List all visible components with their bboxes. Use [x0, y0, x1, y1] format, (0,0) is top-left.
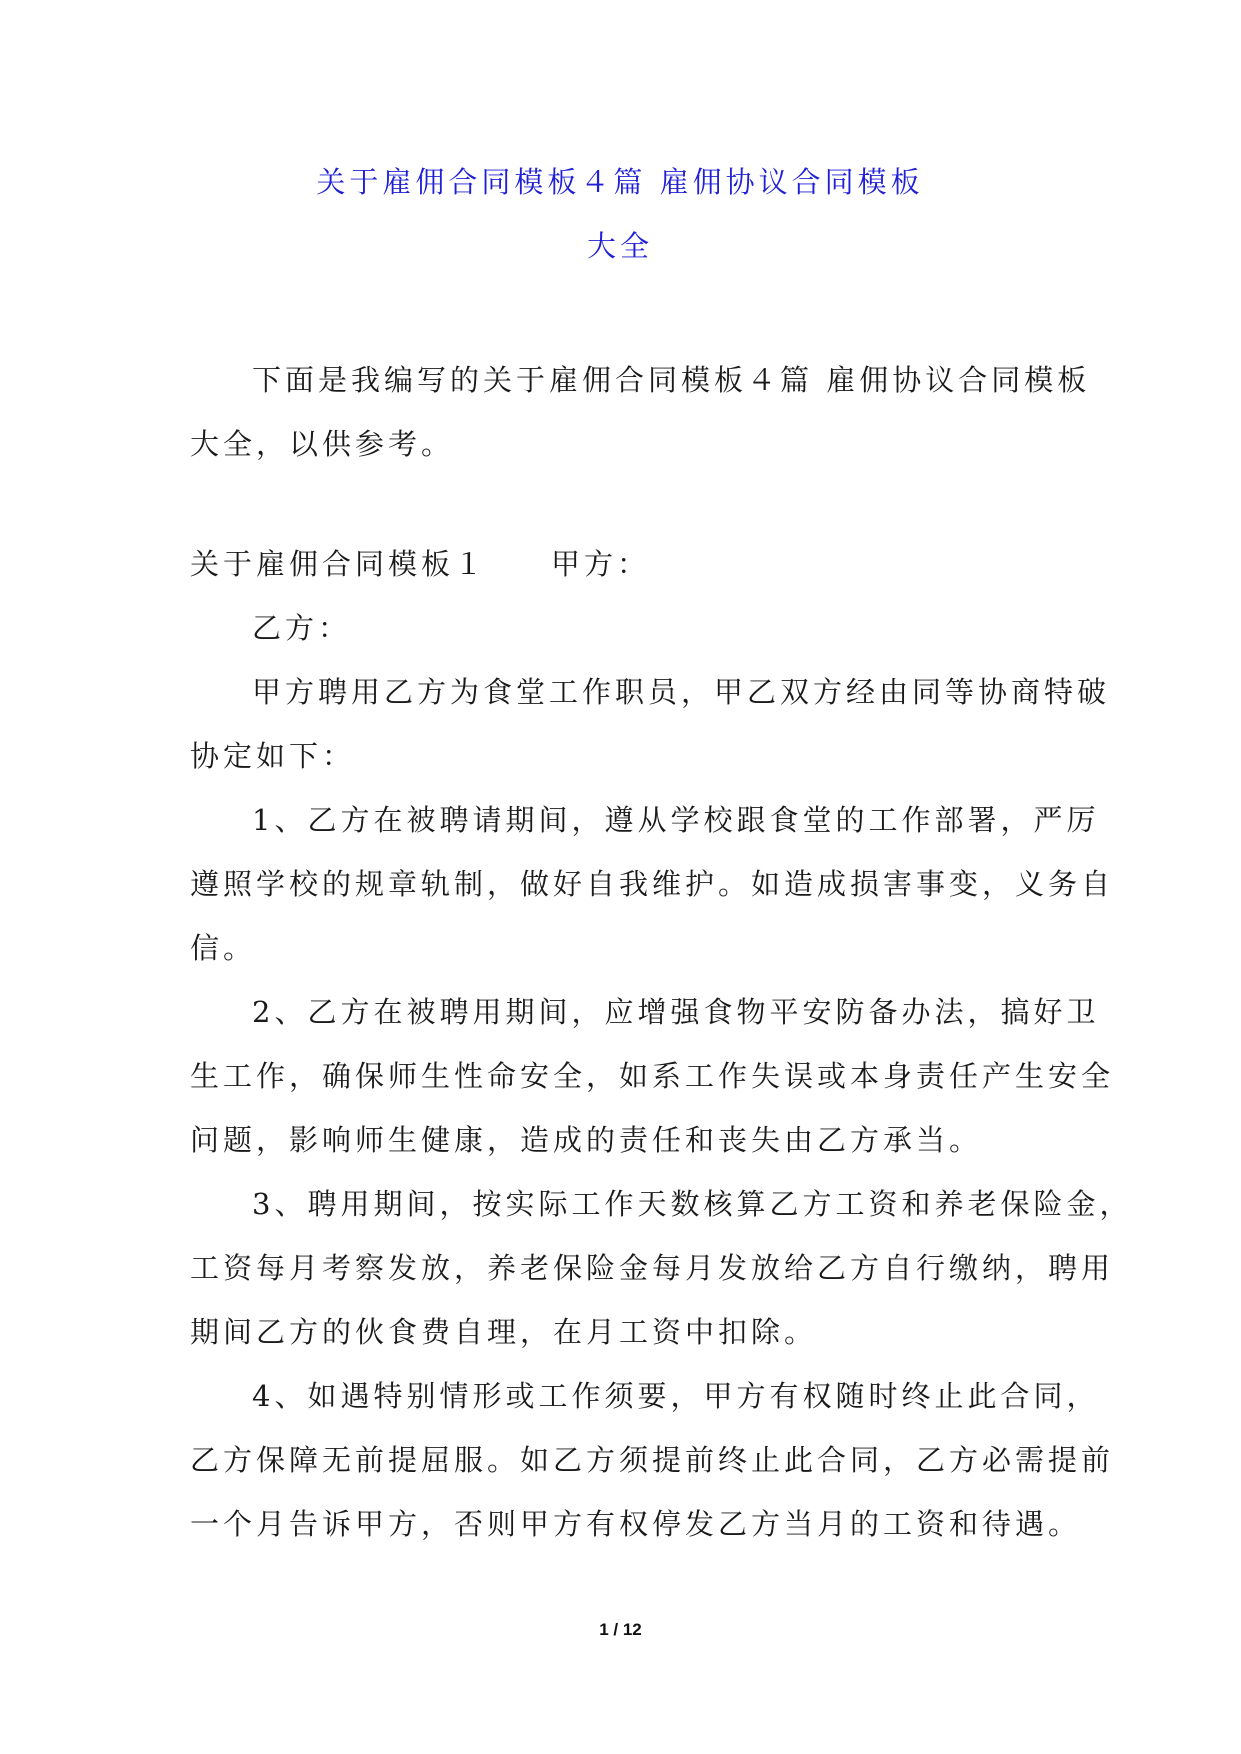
clause-1-line-2: 遵照学校的规章轨制，做好自我维护。如造成损害事变，义务自	[190, 867, 1115, 901]
clause-3-line-1: 3、聘用期间，按实际工作天数核算乙方工资和养老保险金，	[252, 1187, 1133, 1221]
page-number: 1 / 12	[599, 1620, 642, 1639]
document-title	[190, 150, 1050, 278]
preamble-line-1: 甲方聘用乙方为食堂工作职员，甲乙双方经由同等协商特破	[252, 675, 1111, 709]
section-heading: 关于雇佣合同模板１	[190, 547, 488, 581]
document-body	[190, 348, 1133, 1556]
clause-4-line-3: 一个月告诉甲方，否则甲方有权停发乙方当月的工资和待遇。	[190, 1507, 1082, 1541]
clause-2-line-2: 生工作，确保师生性命安全，如系工作失误或本身责任产生安全	[190, 1059, 1115, 1093]
paragraph-gap	[190, 476, 1050, 532]
clause-2-line-3: 问题，影响师生健康，造成的责任和丧失由乙方承当。	[190, 1123, 983, 1157]
intro-line-1: 下面是我编写的关于雇佣合同模板４篇 雇佣协议合同模板	[252, 363, 1091, 397]
clause-1-line-3: 信。	[190, 931, 257, 965]
clause-3-line-2: 工资每月考察发放，养老保险金每月发放给乙方自行缴纳，聘用	[190, 1251, 1115, 1285]
clause-3-line-3: 期间乙方的伙食费自理，在月工资中扣除。	[190, 1315, 818, 1349]
title-line-2: 大全	[586, 229, 653, 263]
party-b-label: 乙方：	[252, 611, 352, 645]
party-a-label: 甲方：	[551, 547, 651, 581]
clause-2-line-1: 2、乙方在被聘用期间，应增强食物平安防备办法，搞好卫	[252, 995, 1100, 1029]
clause-4-line-1: 4、如遇特别情形或工作须要，甲方有权随时终止此合同，	[252, 1379, 1100, 1413]
clause-4-line-2: 乙方保障无前提屈服。如乙方须提前终止此合同，乙方必需提前	[190, 1443, 1115, 1477]
title-line-1: 关于雇佣合同模板４篇 雇佣协议合同模板	[316, 165, 924, 199]
section-heading-line	[190, 532, 1050, 596]
clause-1-line-1: 1、乙方在被聘请期间，遵从学校跟食堂的工作部署，严厉	[252, 803, 1100, 837]
intro-line-2: 大全，以供参考。	[190, 427, 455, 461]
preamble-line-2: 协定如下：	[190, 739, 356, 773]
